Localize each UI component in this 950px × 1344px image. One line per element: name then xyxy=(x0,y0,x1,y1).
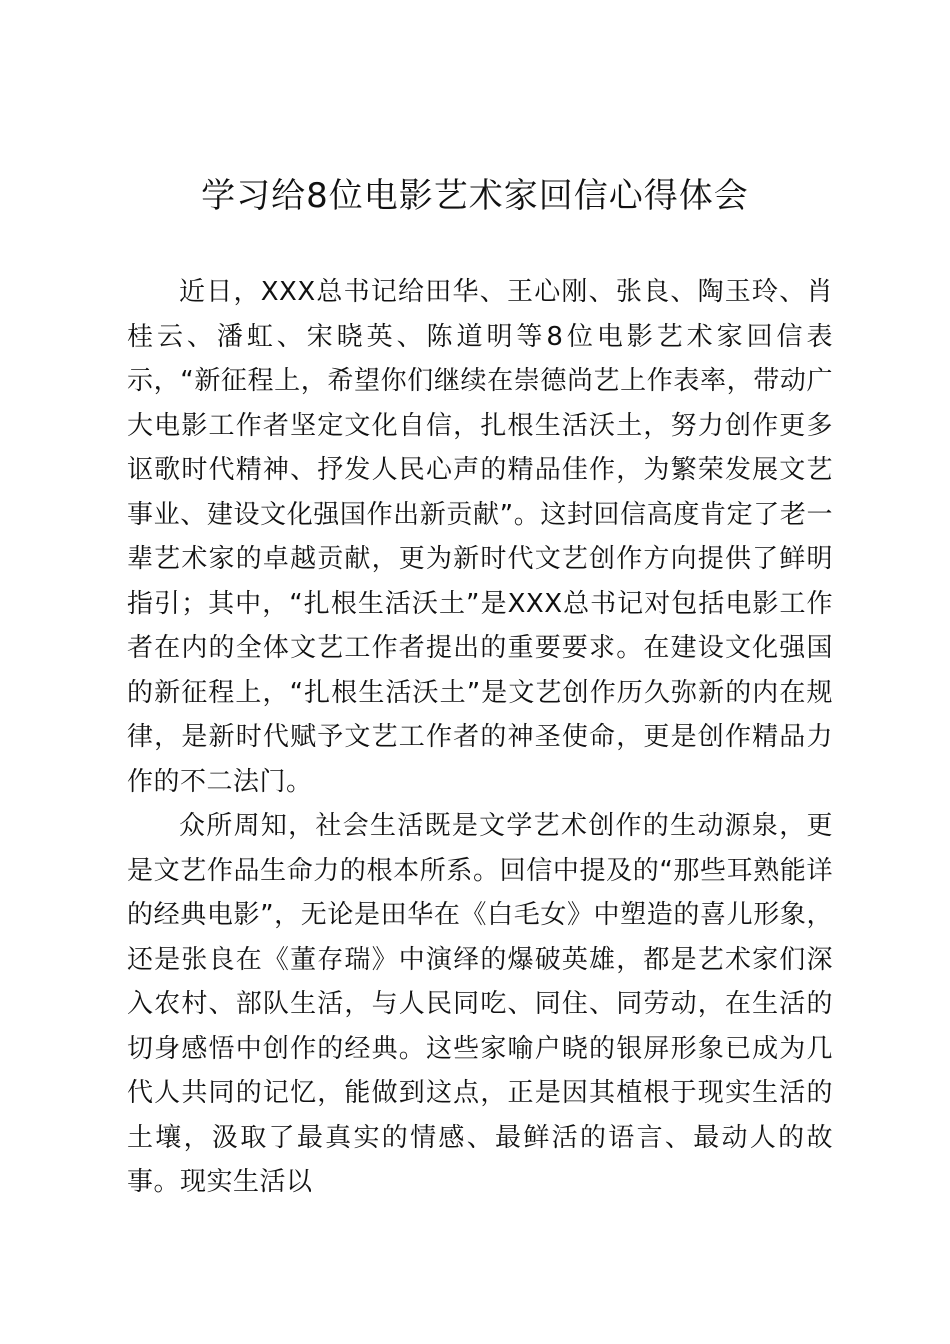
document-title: 学习给8位电影艺术家回信心得体会 xyxy=(201,176,749,216)
paragraph-1: 近日，XXX总书记给田华、王心刚、张良、陶玉玲、肖桂云、潘虹、宋晓英、陈道明等8位电影艺术家回信表示，“新征程上，希望你们继续在崇德尚艺上作表率，带动广大电影工作者坚定文化自信，扎根生活沃土，努力创作更多讴歌时代精神、抒发人民心声的精品佳作，为繁荣发展文艺事业、建设文化强国作出新贡献”。这封回信高度肯定了老一辈艺术家的卓越贡献，更为新时代文艺创作方向提供了鲜明指引；其中，“扎根生活沃土”是XXX总书记对包括电影工作者在内的全体文艺工作者提出的重要要求。在建设文化强国的新征程上，“扎根生活沃土”是文艺创作历久弥新的内在规律，是新时代赋予文艺工作者的神圣使命，更是创作精品力作的不二法门。 xyxy=(127,277,833,797)
document-body xyxy=(127,270,833,1205)
paragraph-2: 众所周知，社会生活既是文学艺术创作的生动源泉，更是文艺作品生命力的根本所系。回信中提及的“那些耳熟能详的经典电影”，无论是田华在《白毛女》中塑造的喜儿形象，还是张良在《董存瑞》中演绎的爆破英雄，都是艺术家们深入农村、部队生活，与人民同吃、同住、同劳动，在生活的切身感悟中创作的经典。这些家喻户晓的银屏形象已成为几代人共同的记忆，能做到这点，正是因其植根于现实生活的土壤，汲取了最真实的情感、最鲜活的语言、最动人的故事。现实生活以 xyxy=(127,811,833,1197)
